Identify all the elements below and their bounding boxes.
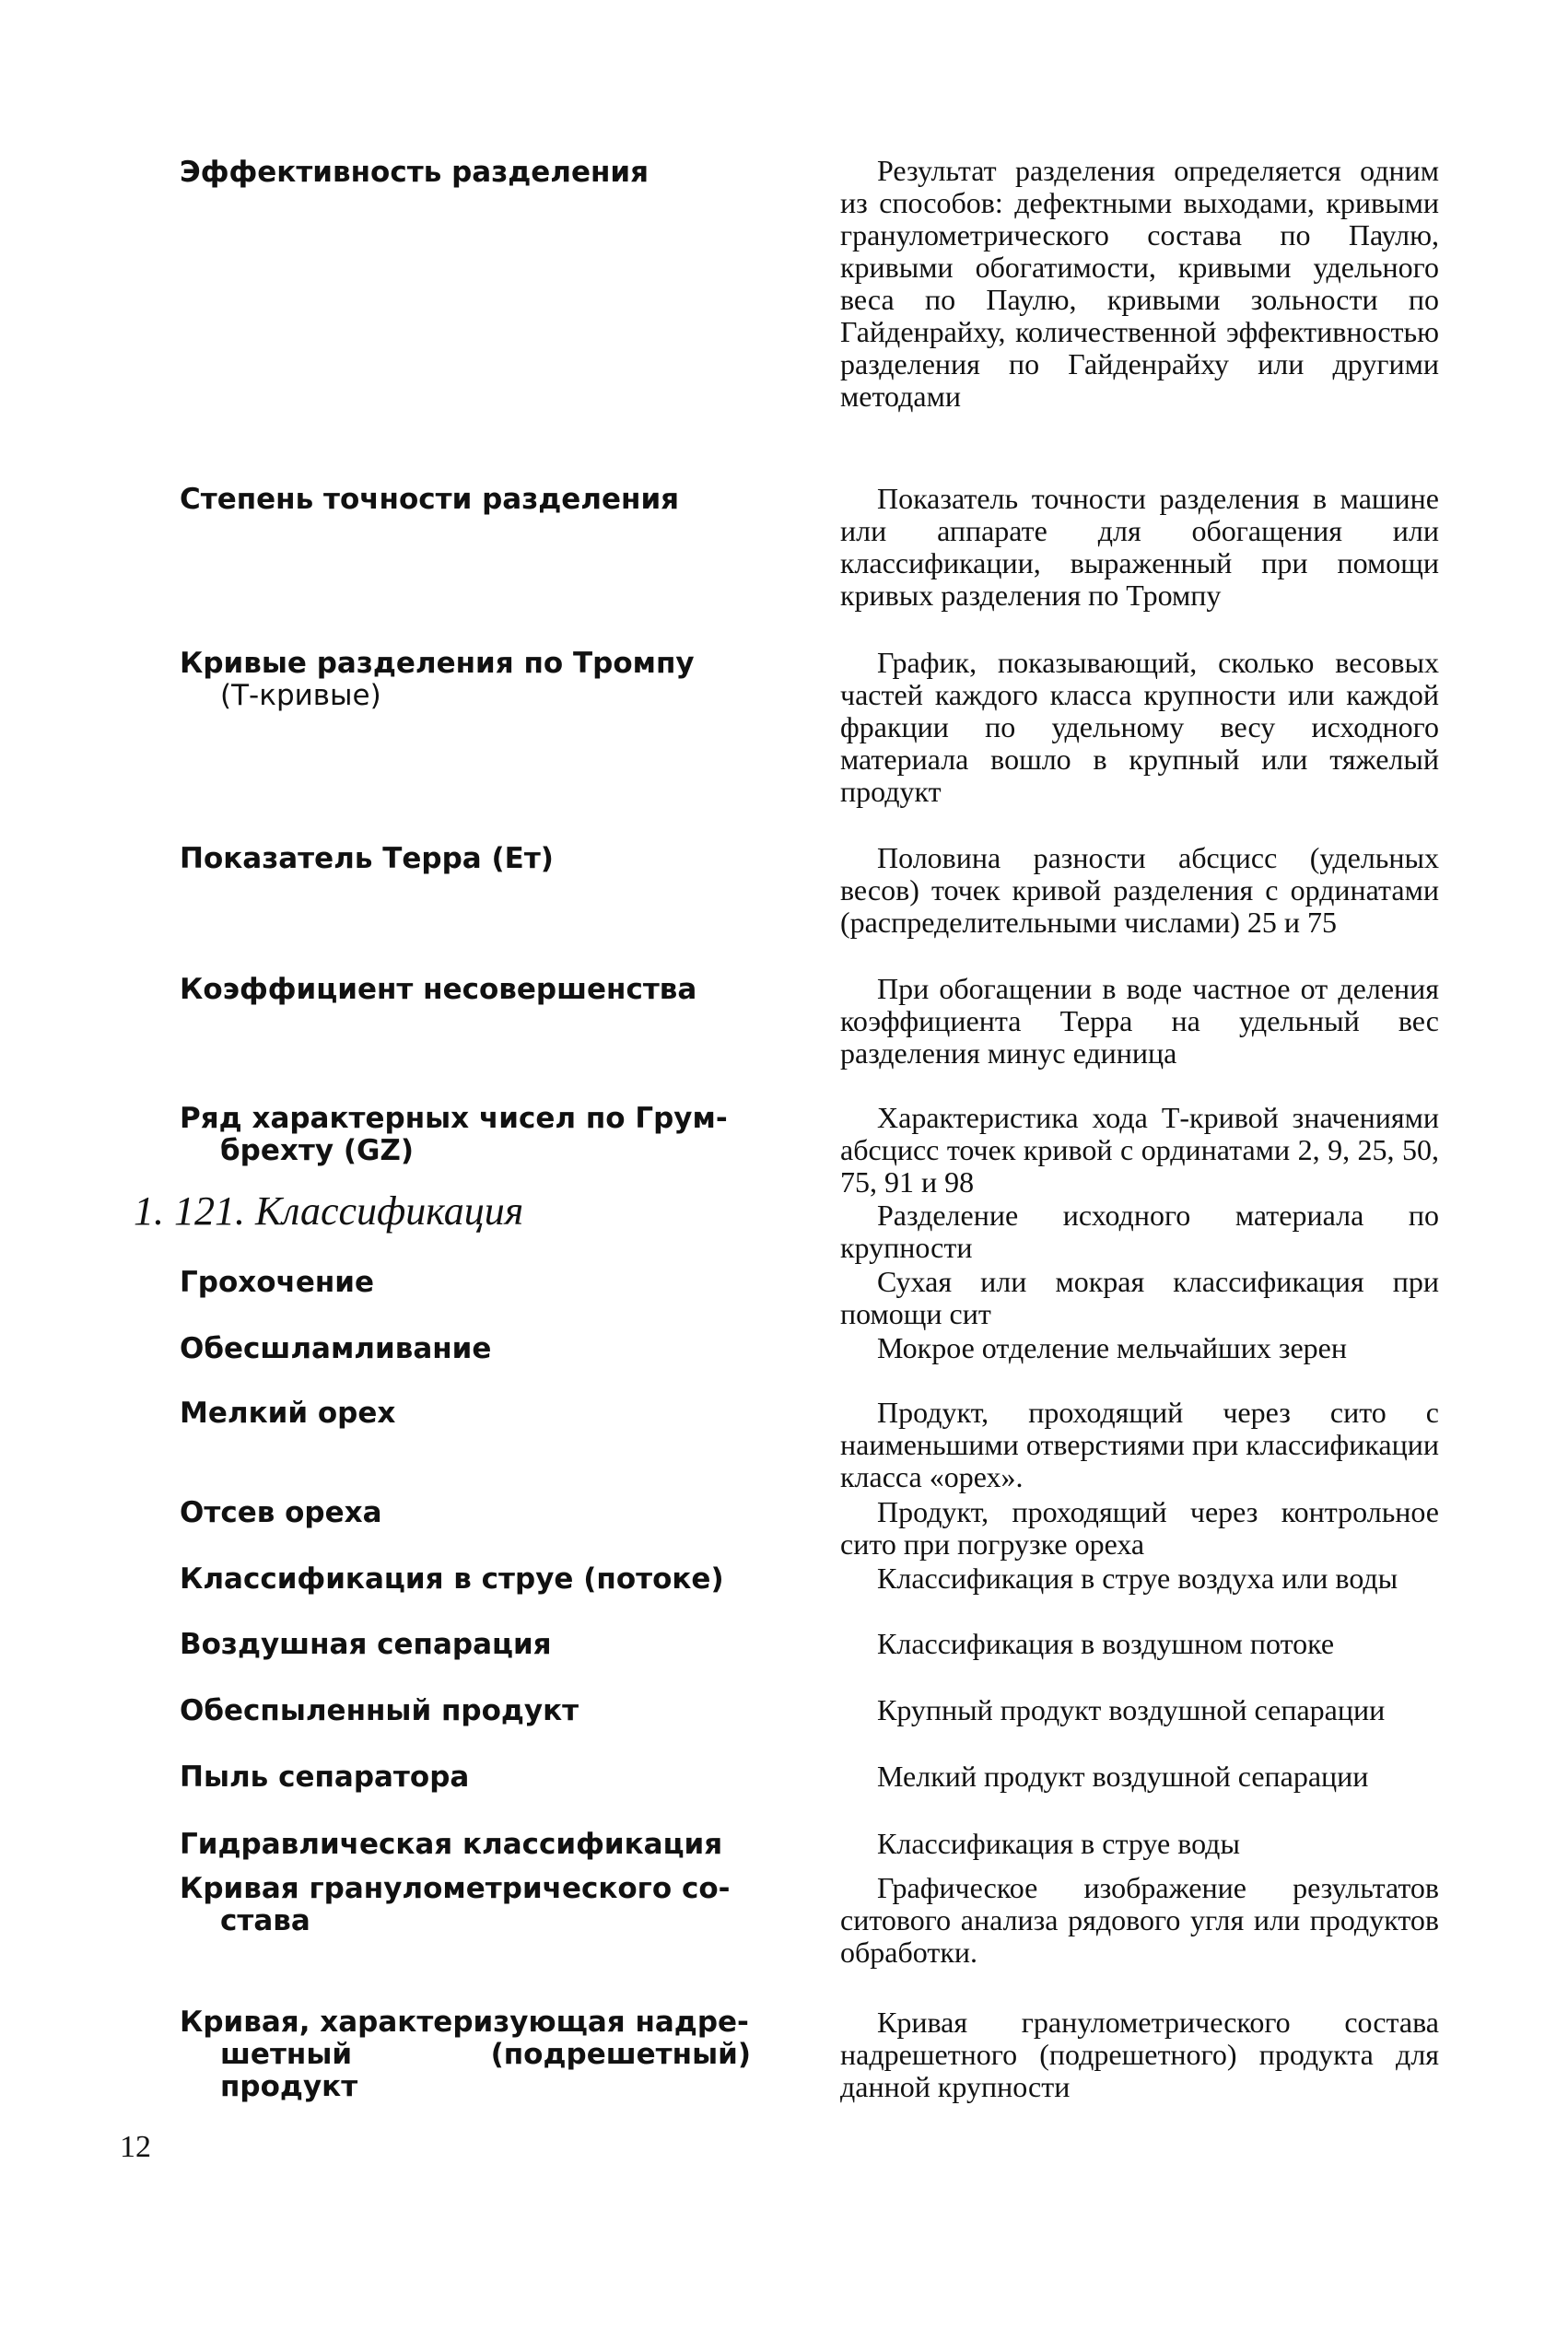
definition-dedusted-product: Крупный продукт воздушной сепарации xyxy=(877,1693,1386,1726)
term-terra-index: Показатель Терра (Eт) xyxy=(180,842,554,875)
definition-terra-index: Половина разности абсцисс (удельных весов) точек кривой разделения с ординатами (распределительными числами) 25 и 75 xyxy=(840,841,1439,939)
definition-hydraulic-classification: Классификация в струе воды xyxy=(877,1827,1240,1860)
definition-tromp-curves: График, показывающий, сколько весовых частей каждого класса крупности или каждой фракции по удельному весу исходного материала вошло в крупный или тяжелый продукт xyxy=(840,646,1439,808)
term-separator-dust: Пыль сепаратора xyxy=(180,1761,470,1794)
term-imperfection-coefficient: Коэффициент несовершенства xyxy=(180,973,697,1006)
term-small-nut: Мелкий орех xyxy=(180,1397,396,1430)
definition-separation-precision: Показатель точности разделения в машине или аппарате для обогащения или классификации, выраженный при помощи кривых разделения по Тромпу xyxy=(840,482,1439,612)
definition-desliming: Мокрое отделение мельчайших зерен xyxy=(877,1331,1347,1364)
term-grumbrecht-numbers xyxy=(180,1103,751,1167)
term-tromp-curves-sub: (Т-кривые) xyxy=(220,679,381,712)
definition-granulometric-curve: Графическое изображение результатов ситового анализа рядового угля или продуктов обработки. xyxy=(840,1871,1439,1969)
term-dedusted-product: Обеспыленный продукт xyxy=(180,1694,579,1727)
term-air-separation: Воздушная сепарация xyxy=(180,1628,552,1661)
term-hydraulic-classification: Гидравлическая классификация xyxy=(180,1828,723,1861)
definition-stream-classification: Классификация в струе воздуха или воды xyxy=(877,1562,1398,1595)
term-oversize-undersize-curve-main: Кривая, характеризующая надре- xyxy=(180,2006,749,2039)
term-oversize-undersize-curve xyxy=(180,2006,751,2103)
definition-classification: Разделение исходного материала по крупности xyxy=(840,1199,1439,1264)
term-grumbrecht-numbers-cont: брехту (GZ) xyxy=(220,1134,415,1167)
definition-separator-dust: Мелкий продукт воздушной сепарации xyxy=(877,1760,1369,1793)
term-desliming: Обесшламливание xyxy=(180,1332,492,1365)
definition-imperfection-coefficient: При обогащении в воде частное от деления коэффициента Терра на удельный вес разделения минус единица xyxy=(840,972,1439,1070)
term-separation-precision: Степень точности разделения xyxy=(180,483,680,516)
term-granulometric-curve-main: Кривая гранулометрического со- xyxy=(180,1872,731,1905)
term-stream-classification: Классификация в струе (потоке) xyxy=(180,1562,724,1596)
term-screening: Грохочение xyxy=(180,1266,375,1299)
definition-small-nut: Продукт, проходящий через сито с наименьшими отверстиями при классификации класса «орех». xyxy=(840,1396,1439,1493)
definition-grumbrecht-numbers: Характеристика хода Т-кривой значениями абсцисс точек кривой с ординатами 2, 9, 25, 50, 75, 91 и 98 xyxy=(840,1101,1439,1199)
term-oversize-undersize-curve-cont: шетный (подрешетный) продукт xyxy=(220,2038,751,2103)
term-separation-efficiency: Эффективность разделения xyxy=(180,156,649,189)
term-tromp-curves xyxy=(180,648,751,712)
definition-oversize-undersize-curve: Кривая гранулометрического состава надрешетного (подрешетного) продукта для данной крупности xyxy=(840,2006,1439,2103)
term-granulometric-curve-cont: става xyxy=(220,1904,310,1937)
definition-air-separation: Классификация в воздушном потоке xyxy=(877,1627,1335,1660)
section-heading: 1. 121. Классификация xyxy=(134,1188,524,1234)
term-grumbrecht-numbers-main: Ряд характерных чисел по Грум- xyxy=(180,1102,728,1135)
term-granulometric-curve xyxy=(180,1873,751,1937)
definition-screening: Сухая или мокрая классификация при помощи сит xyxy=(840,1265,1439,1330)
definition-separation-efficiency: Результат разделения определяется одним из способов: дефектными выходами, кривыми гранулометрического состава по Паулю, кривыми обогатимости, кривыми удельного веса по Паулю, кривыми зольности по Гайденрайху, количественной эффективностью разделения по Гайденрайху или другими методами xyxy=(840,154,1439,413)
term-nut-screenings: Отсев ореха xyxy=(180,1496,382,1529)
page-number: 12 xyxy=(120,2130,151,2164)
term-tromp-curves-main: Кривые разделения по Тромпу xyxy=(180,647,695,680)
definition-nut-screenings: Продукт, проходящий через контрольное сито при погрузке ореха xyxy=(840,1495,1439,1561)
